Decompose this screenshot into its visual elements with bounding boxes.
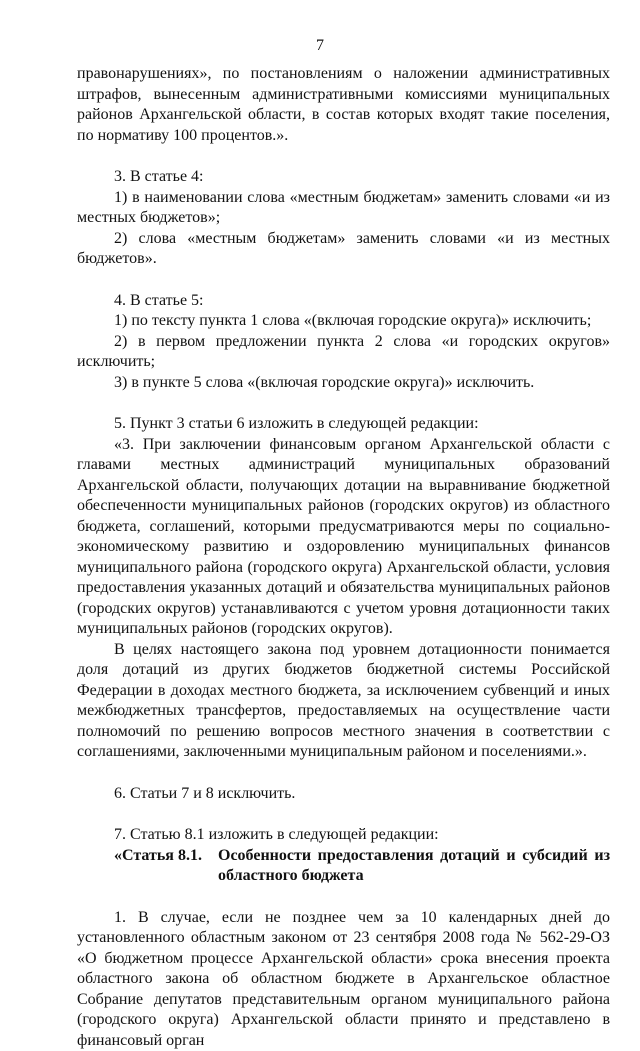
paragraph: 7. Статью 8.1 изложить в следующей редакции:: [77, 825, 610, 846]
paragraph: 2) слова «местным бюджетам» заменить словами «и из местных бюджетов».: [77, 229, 610, 270]
paragraph: 1. В случае, если не позднее чем за 10 календарных дней до установленного областным законом от 23 сентября 2008 года № 562-29-ОЗ «О бюджетном процессе Архангельской области» срока внесения проекта областного закона об областном бюджете в Архангельское областное Собрание депутатов представительным органом муниципального района (городского округа) Архангельской области принято и представлено в финансовый орган: [77, 908, 610, 1051]
paragraph-spacer: [77, 887, 610, 908]
paragraph-spacer: [77, 763, 610, 784]
paragraph: 1) в наименовании слова «местным бюджетам» заменить словами «и из местных бюджетов»;: [77, 188, 610, 229]
article-title: Особенности предоставления дотаций и субсидий из областного бюджета: [218, 846, 610, 887]
paragraph-spacer: [77, 146, 610, 167]
paragraph: 2) в первом предложении пункта 2 слова «и городских округов» исключить;: [77, 332, 610, 373]
article-number: «Статья 8.1.: [77, 846, 218, 887]
document-body: [77, 64, 610, 1051]
paragraph: 6. Статьи 7 и 8 исключить.: [77, 784, 610, 805]
paragraph: В целях настоящего закона под уровнем дотационности понимается доля дотаций из других бюджетов бюджетной системы Российской Федерации в доходах местного бюджета, за исключением субвенций и иных межбюджетных трансфертов, предоставляемых на осуществление части полномочий по решению вопросов местного значения в соответствии с соглашениями, заключенными муниципальным районом и поселениями.».: [77, 640, 610, 763]
paragraph: 5. Пункт 3 статьи 6 изложить в следующей редакции:: [77, 414, 610, 435]
paragraph-spacer: [77, 804, 610, 825]
article-heading: [77, 846, 610, 887]
page-number: 7: [0, 36, 640, 56]
paragraph: 4. В статье 5:: [77, 291, 610, 312]
paragraph: 3. В статье 4:: [77, 167, 610, 188]
paragraph: «3. При заключении финансовым органом Архангельской области с главами местных администраций муниципальных образований Архангельской области, получающих дотации на выравнивание бюджетной обеспеченности муниципальных районов (городских округов) из областного бюджета, соглашений, которыми предусматриваются меры по социально-экономическому развитию и оздоровлению муниципальных финансов муниципального района (городского округа) Архангельской области, условия предоставления указанных дотаций и обязательства муниципальных районов (городских округов) устанавливаются с учетом уровня дотационности таких муниципальных районов (городских округов).: [77, 435, 610, 640]
paragraph-spacer: [77, 270, 610, 291]
paragraph-spacer: [77, 393, 610, 414]
paragraph: 3) в пункте 5 слова «(включая городские округа)» исключить.: [77, 373, 610, 394]
paragraph: 1) по тексту пункта 1 слова «(включая городские округа)» исключить;: [77, 311, 610, 332]
paragraph: правонарушениях», по постановлениям о наложении административных штрафов, вынесенным административными комиссиями муниципальных районов Архангельской области, в состав которых входят такие поселения, по нормативу 100 процентов.».: [77, 64, 610, 146]
